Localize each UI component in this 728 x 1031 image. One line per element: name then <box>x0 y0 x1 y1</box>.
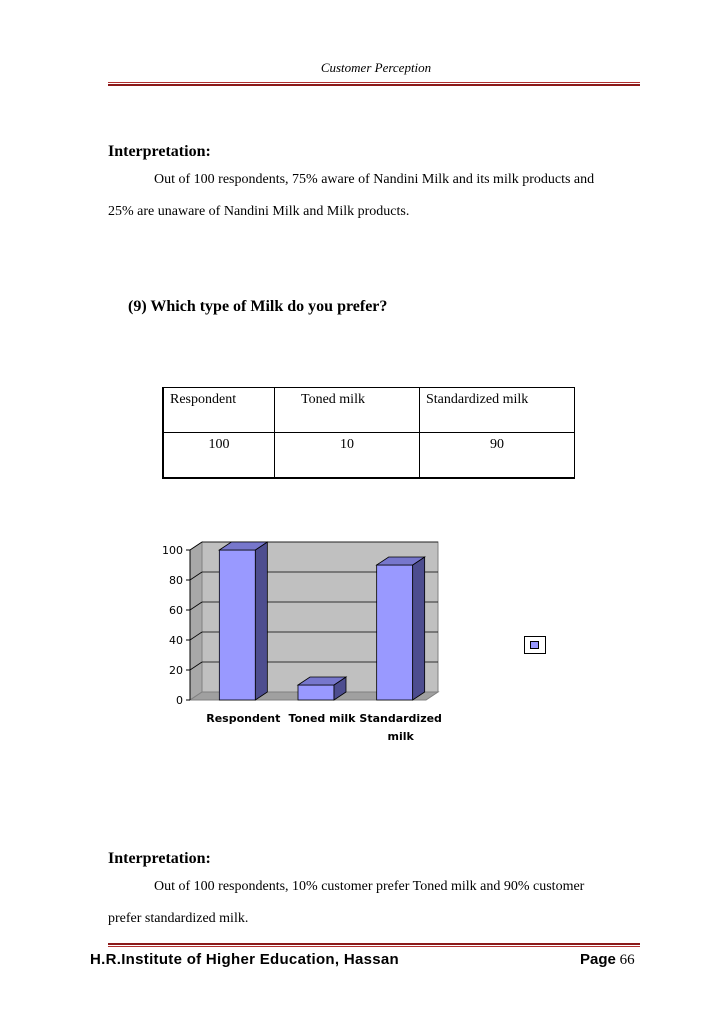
interpretation-heading-2: Interpretation: <box>108 850 211 867</box>
table-cell: 90 <box>420 433 575 479</box>
y-tick-label: 100 <box>162 544 183 557</box>
x-tick-label: Standardized milk <box>359 712 442 743</box>
paragraph-1-line-1: Out of 100 respondents, 75% aware of Nandini Milk and its milk products and <box>154 172 595 187</box>
chart-side-wall <box>190 542 202 700</box>
footer-rule <box>108 943 640 947</box>
footer-page <box>580 951 635 969</box>
table-header-row <box>163 388 575 433</box>
paragraph-2-line-2: prefer standardized milk. <box>108 911 249 926</box>
bar <box>219 550 255 700</box>
running-header: Customer Perception <box>320 60 432 75</box>
bar-chart <box>150 538 490 748</box>
table-header-cell: Respondent <box>163 388 275 433</box>
legend-swatch <box>530 641 539 649</box>
chart-legend <box>524 636 546 654</box>
bar <box>377 565 413 700</box>
page-label: Page <box>580 951 616 968</box>
x-tick-label: Toned milk <box>288 712 356 725</box>
interpretation-paragraph-2 <box>108 871 640 935</box>
table-cell: 100 <box>163 433 275 479</box>
y-tick-label: 40 <box>169 634 183 647</box>
header-rule <box>108 82 640 86</box>
table-row <box>163 433 575 479</box>
response-table <box>162 387 575 479</box>
footer-institute: H.R.Institute of Higher Education, Hassan <box>90 951 399 968</box>
interpretation-paragraph-1 <box>108 164 640 228</box>
y-tick-label: 0 <box>176 694 183 707</box>
bar <box>298 685 334 700</box>
x-tick-label: Respondent <box>206 712 281 725</box>
y-tick-label: 80 <box>169 574 183 587</box>
table-cell: 10 <box>275 433 420 479</box>
question-number: (9) <box>128 298 147 315</box>
paragraph-1-line-2: 25% are unaware of Nandini Milk and Milk products. <box>108 204 410 219</box>
paragraph-2-line-1: Out of 100 respondents, 10% customer prefer Toned milk and 90% customer <box>154 879 585 894</box>
question-text: Which type of Milk do you prefer? <box>150 298 388 315</box>
table-header-cell: Toned milk <box>275 388 420 433</box>
page-number: 66 <box>619 952 635 968</box>
bar-side <box>413 557 425 700</box>
bar-side <box>255 542 267 700</box>
table-header-cell: Standardized milk <box>420 388 575 433</box>
interpretation-heading-1: Interpretation: <box>108 143 211 160</box>
y-tick-label: 60 <box>169 604 183 617</box>
question-heading <box>128 298 387 316</box>
y-tick-label: 20 <box>169 664 183 677</box>
